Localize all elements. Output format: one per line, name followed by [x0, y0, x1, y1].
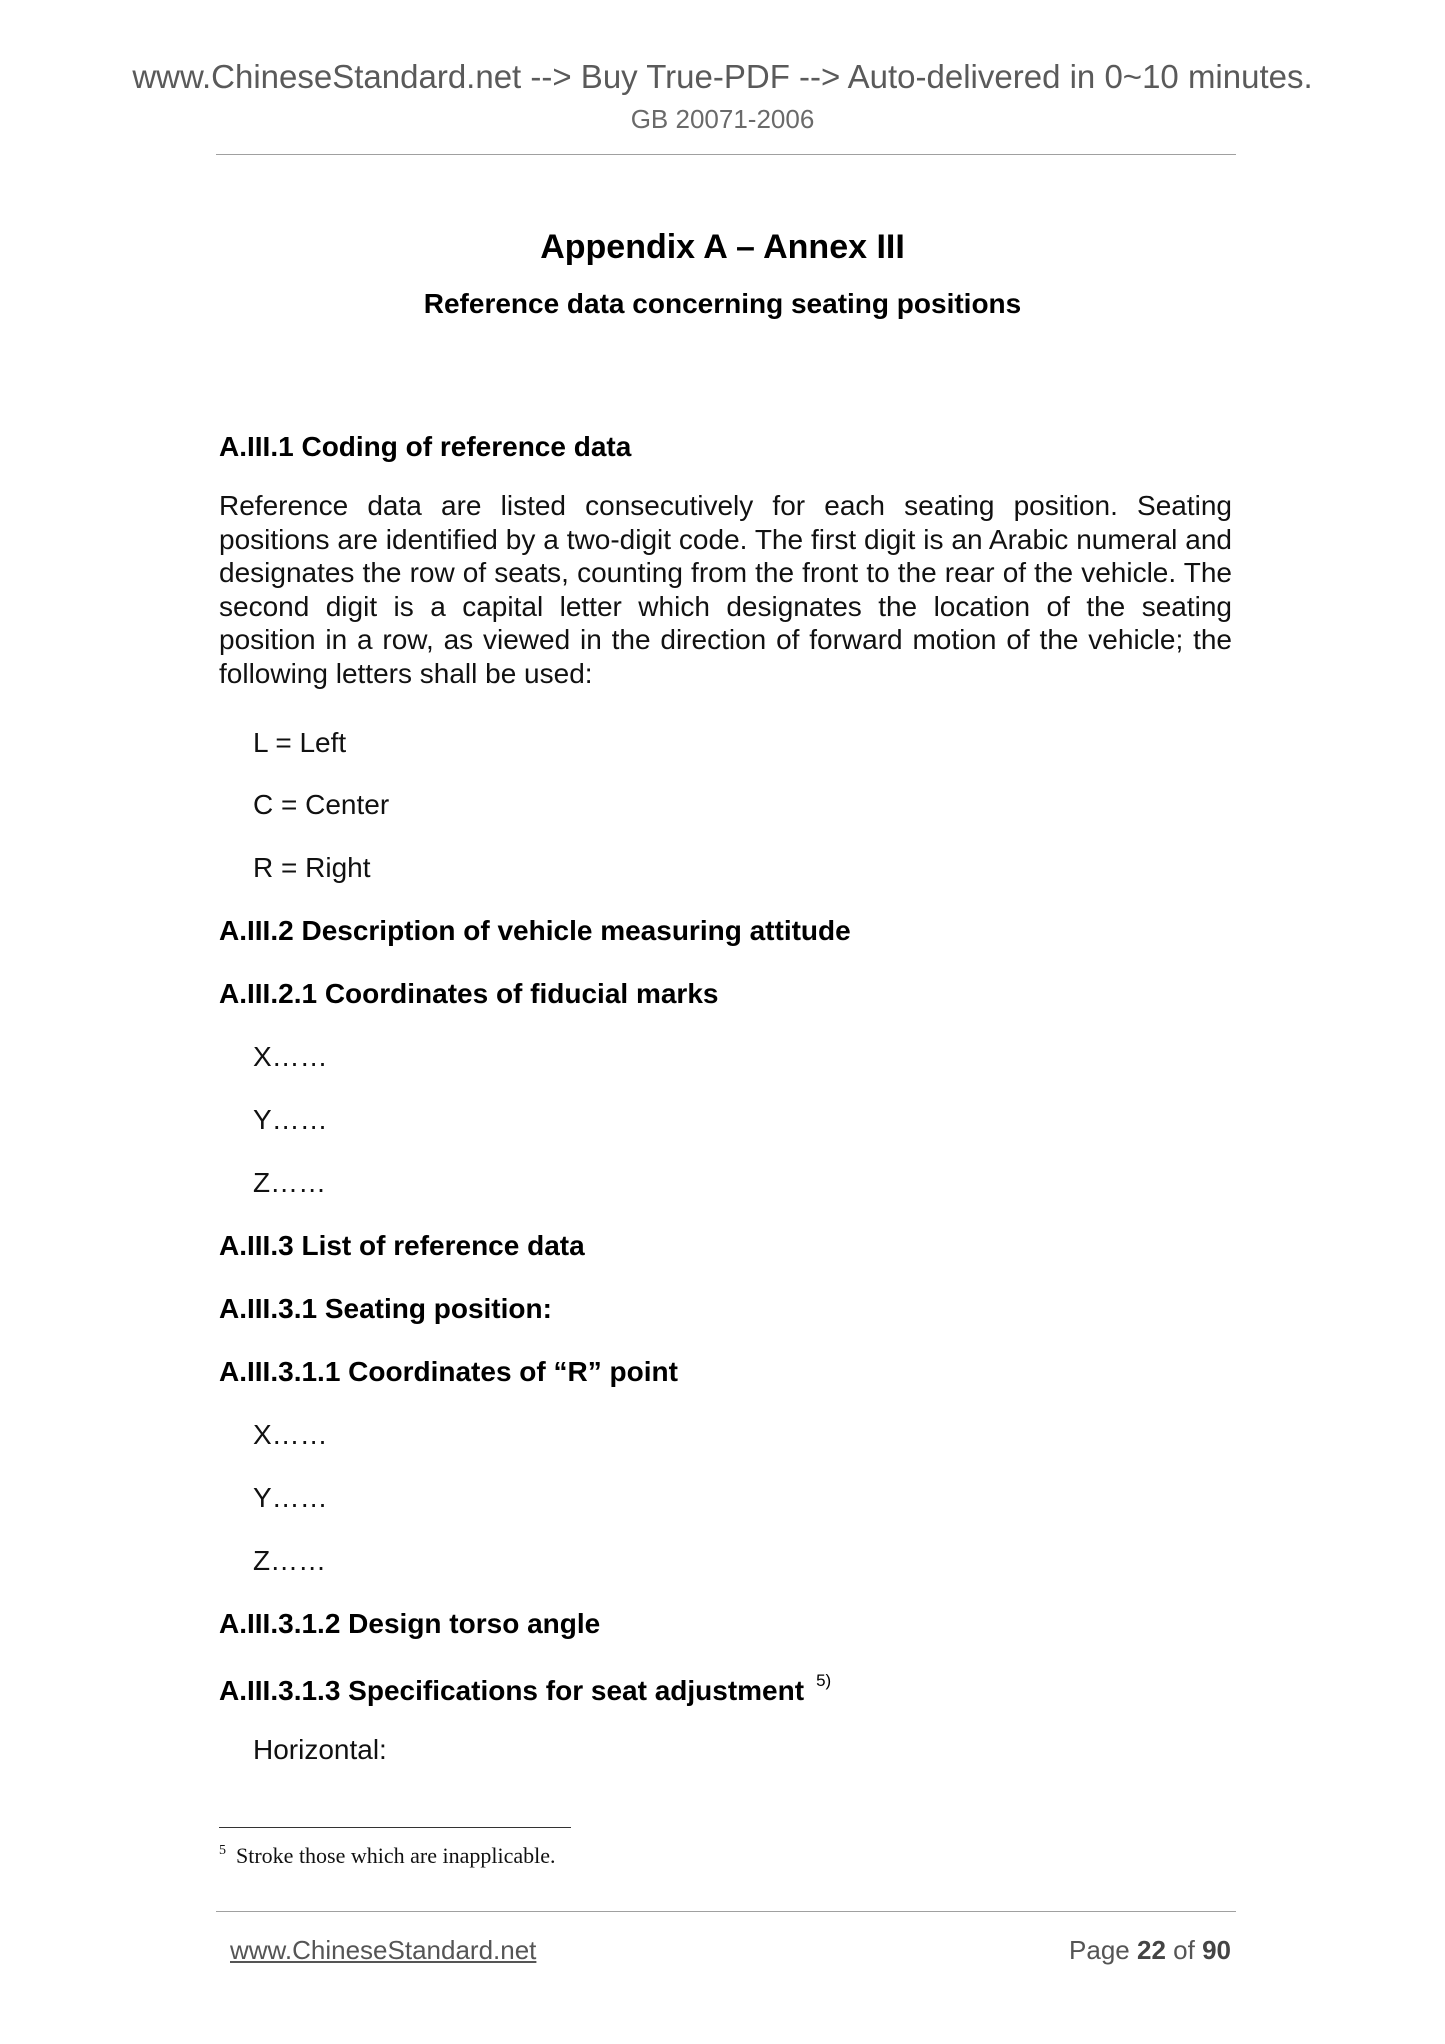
section-heading-a3-1: A.III.1 Coding of reference data — [219, 431, 632, 462]
section-heading-a3-3-1-1: A.III.3.1.1 Coordinates of “R” point — [219, 1356, 678, 1387]
page-total: 90 — [1202, 1935, 1231, 1965]
footnote-mark: 5 — [219, 1843, 226, 1858]
page-prefix: Page — [1069, 1935, 1130, 1965]
section-heading-a3-3-1: A.III.3.1 Seating position: — [219, 1293, 552, 1324]
r-point-coord-x: X…… — [253, 1419, 328, 1450]
fiducial-coord-x: X…… — [253, 1041, 328, 1072]
footnote-text: Stroke those which are inapplicable. — [236, 1843, 556, 1868]
section-heading-a3-3: A.III.3 List of reference data — [219, 1230, 585, 1261]
r-point-coord-y: Y…… — [253, 1482, 328, 1513]
appendix-title: Appendix A – Annex III — [540, 228, 905, 266]
section-heading-a3-3-1-3-text: A.III.3.1.3 Specifications for seat adjustment — [219, 1675, 805, 1706]
page-number: 22 — [1137, 1935, 1166, 1965]
code-item-center: C = Center — [253, 789, 390, 820]
footnote-reference[interactable]: 5) — [816, 1671, 832, 1690]
code-item-left: L = Left — [253, 727, 347, 758]
code-item-right: R = Right — [253, 852, 371, 883]
seat-adjustment-horizontal: Horizontal: — [253, 1734, 387, 1765]
footnote-divider — [219, 1827, 571, 1828]
footer-website-link[interactable]: www.ChineseStandard.net — [230, 1935, 537, 1965]
section-heading-a3-2: A.III.2 Description of vehicle measuring attitude — [219, 915, 851, 946]
section-heading-a3-3-1-3 — [219, 1671, 831, 1707]
fiducial-coord-y: Y…… — [253, 1104, 328, 1135]
page-indicator — [1069, 1935, 1231, 1966]
appendix-subtitle: Reference data concerning seating positions — [423, 288, 1022, 319]
footnote — [219, 1843, 556, 1869]
r-point-coord-z: Z…… — [253, 1545, 327, 1576]
section-paragraph-a3-1: Reference data are listed consecutively for each seating position. Seating positions are identified by a two-digit code. The first digit is an Arabic numeral and designates the row of seats, counting from the front to the rear of the vehicle. The second digit is a capital letter which designates the location of the seating position in a row, as viewed in the direction of forward motion of the vehicle; the following letters shall be used: — [219, 490, 1232, 689]
standard-code: GB 20071-2006 — [630, 104, 815, 134]
section-heading-a3-2-1: A.III.2.1 Coordinates of fiducial marks — [219, 978, 719, 1009]
header-banner: www.ChineseStandard.net --> Buy True-PDF --> Auto-delivered in 0~10 minutes. — [132, 58, 1313, 95]
footer-divider — [216, 1911, 1236, 1912]
page-of: of — [1173, 1935, 1195, 1965]
fiducial-coord-z: Z…… — [253, 1167, 327, 1198]
section-heading-a3-3-1-2: A.III.3.1.2 Design torso angle — [219, 1608, 601, 1639]
header-divider — [216, 154, 1236, 155]
